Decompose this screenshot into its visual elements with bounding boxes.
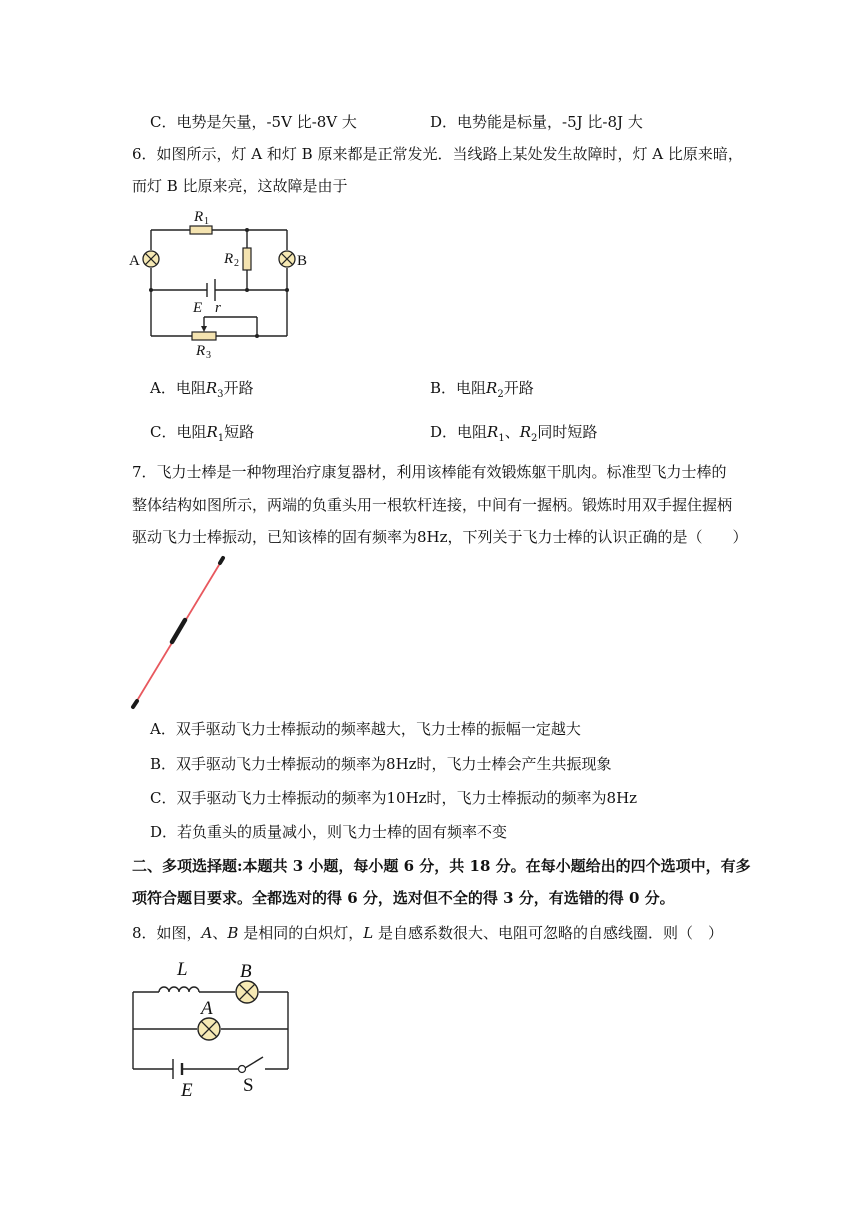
label-r3-sub: 3 [206,350,211,361]
q6-option-c: C．电阻$R_1$短路 [150,423,255,444]
lamp-b-icon [236,981,258,1003]
label-lamp-a: A [201,998,213,1019]
lamp-a-icon [143,251,159,267]
q6-option-a: A．电阻$R_3$开路 [150,379,254,400]
lamp-b-icon [279,251,295,267]
inductor-coil [159,987,199,992]
label-r3: R [196,343,206,359]
label-emf: E [193,300,203,316]
q7-option-a: A．双手驱动飞力士棒振动的频率越大，飞力士棒的振幅一定越大 [150,720,581,738]
q5-option-d: D．电势能是标量，-5J 比-8J 大 [430,113,643,131]
switch-contact [239,1066,246,1073]
q6-option-b: B．电阻$R_2$开路 [430,379,534,400]
q5-option-c: C．电势是矢量，-5V 比-8V 大 [150,113,357,131]
q7-option-b: B．双手驱动飞力士棒振动的频率为8Hz时，飞力士棒会产生共振现象 [150,755,612,773]
label-r2: R [224,251,234,267]
q7-stem-line2: 整体结构如图所示，两端的负重头用一根软杆连接，中间有一握柄。锻炼时用双手握住握柄 [132,496,733,514]
q6-option-d: D．电阻$R_1$、$R_2$同时短路 [430,423,598,444]
q6-stem-line1: 6．如图所示，灯 A 和灯 B 原来都是正常发光．当线路上某处发生故障时，灯 A 比原来暗， [132,145,743,163]
q6-stem-line2: 而灯 B 比原来亮，这故障是由于 [132,177,348,195]
q7-option-c: C．双手驱动飞力士棒振动的频率为10Hz时，飞力士棒振动的频率为8Hz [150,789,638,807]
section2-heading-line1: 二、多项选择题:本题共 3 小题，每小题 6 分，共 18 分。在每小题给出的四个选项中，有多 [132,857,751,875]
label-lamp-a: A [129,253,140,269]
label-emf: E [181,1080,193,1100]
label-lamp-b: B [297,253,308,269]
label-r1-sub: 1 [204,216,209,227]
q6-circuit-diagram [120,200,320,365]
q7-stem-line1: 7．飞力士棒是一种物理治疗康复器材，利用该棒能有效锻炼躯干肌肉。标准型飞力士棒的 [132,463,727,481]
r3-resistor [192,332,216,340]
label-lamp-b: B [240,961,252,982]
q8-stem: 8．如图，A、B 是相同的白炽灯，L 是自感系数很大、电阻可忽略的自感线圈．则（ ） [132,924,723,942]
r3-slider-arrow [201,326,207,332]
flexi-bar-illustration [125,552,235,712]
label-switch: S [243,1075,254,1096]
q7-option-d: D．若负重头的质量减小，则飞力士棒的固有频率不变 [150,823,508,841]
label-r1: R [194,209,204,225]
lamp-a-icon [198,1018,220,1040]
q7-stem-line3: 驱动飞力士棒振动，已知该棒的固有频率为8Hz，下列关于飞力士棒的认识正确的是（ ） [132,528,748,546]
r1-resistor [190,226,212,234]
label-r2-sub: 2 [234,258,239,269]
label-inductor: L [177,959,188,980]
q8-circuit-diagram [125,955,305,1100]
r2-resistor [243,248,251,270]
section2-heading-line2: 项符合题目要求。全都选对的得 6 分，选对但不全的得 3 分，有选错的得 0 分。 [132,889,675,907]
label-internal-r: r [215,300,221,316]
